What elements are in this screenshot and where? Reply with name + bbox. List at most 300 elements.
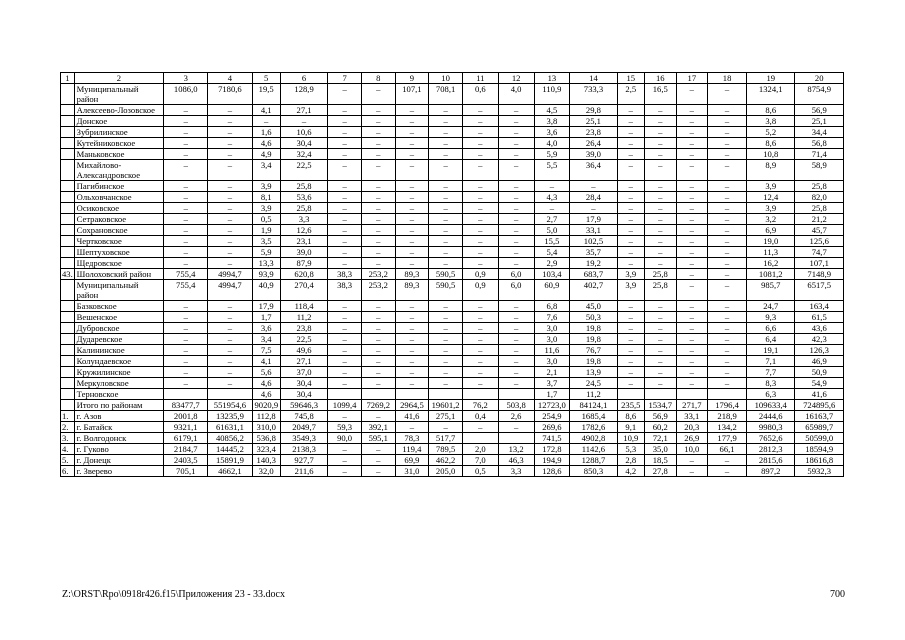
value-cell: – — [395, 422, 429, 433]
value-cell: 3,0 — [534, 323, 570, 334]
value-cell: 1142,6 — [570, 444, 617, 455]
value-cell: 56,9 — [795, 105, 844, 116]
value-cell: – — [498, 192, 534, 203]
value-cell: 3,4 — [252, 160, 280, 181]
value-cell: 3,0 — [534, 334, 570, 345]
row-number-cell — [61, 345, 75, 356]
value-cell: – — [462, 127, 498, 138]
value-cell: – — [395, 105, 429, 116]
row-number-cell — [61, 312, 75, 323]
value-cell: – — [708, 334, 747, 345]
value-cell: – — [708, 214, 747, 225]
value-cell: – — [617, 192, 644, 203]
value-cell: 36,4 — [570, 160, 617, 181]
value-cell: – — [328, 116, 362, 127]
value-cell: 29,8 — [570, 105, 617, 116]
value-cell: 103,4 — [534, 269, 570, 280]
value-cell — [708, 389, 747, 400]
value-cell: 4,1 — [252, 356, 280, 367]
column-number-cell: 20 — [795, 73, 844, 84]
value-cell: 34,4 — [795, 127, 844, 138]
value-cell: – — [462, 138, 498, 149]
value-cell: 8,9 — [747, 160, 795, 181]
value-cell: 745,8 — [280, 411, 327, 422]
value-cell: – — [208, 378, 252, 389]
value-cell: – — [644, 247, 676, 258]
value-cell: – — [676, 84, 708, 105]
value-cell: 33,1 — [570, 225, 617, 236]
value-cell: 2,8 — [617, 455, 644, 466]
value-cell: 5,6 — [252, 367, 280, 378]
value-cell: 253,2 — [361, 269, 395, 280]
value-cell: – — [462, 225, 498, 236]
value-cell: – — [676, 192, 708, 203]
name-cell: Терновское — [74, 389, 163, 400]
row-number-cell — [61, 181, 75, 192]
value-cell: 8,3 — [747, 378, 795, 389]
value-cell: 275,1 — [429, 411, 463, 422]
value-cell: 23,8 — [280, 323, 327, 334]
value-cell: – — [164, 214, 208, 225]
value-cell: – — [676, 323, 708, 334]
value-cell: 9020,9 — [252, 400, 280, 411]
value-cell: 19,0 — [747, 236, 795, 247]
value-cell: – — [617, 345, 644, 356]
value-cell: 271,7 — [676, 400, 708, 411]
value-cell: – — [644, 356, 676, 367]
value-cell: 683,7 — [570, 269, 617, 280]
value-cell: 24,5 — [570, 378, 617, 389]
value-cell: 0,9 — [462, 280, 498, 301]
value-cell: 4,0 — [498, 84, 534, 105]
value-cell: 25,8 — [644, 269, 676, 280]
column-number-cell: 13 — [534, 73, 570, 84]
value-cell: 17,9 — [570, 214, 617, 225]
value-cell: – — [708, 345, 747, 356]
value-cell: – — [361, 301, 395, 312]
value-cell: – — [429, 149, 463, 160]
value-cell: – — [429, 105, 463, 116]
row-number-cell — [61, 225, 75, 236]
value-cell: 119,4 — [395, 444, 429, 455]
value-cell: 253,2 — [361, 280, 395, 301]
value-cell: 16,5 — [644, 84, 676, 105]
table-row — [61, 444, 844, 455]
value-cell: – — [617, 116, 644, 127]
value-cell: – — [361, 345, 395, 356]
table-row — [61, 247, 844, 258]
value-cell: 7180,6 — [208, 84, 252, 105]
value-cell: – — [328, 214, 362, 225]
column-number-cell: 2 — [74, 73, 163, 84]
value-cell: – — [617, 236, 644, 247]
value-cell: – — [644, 160, 676, 181]
value-cell: – — [676, 116, 708, 127]
value-cell: – — [208, 138, 252, 149]
value-cell: – — [395, 367, 429, 378]
value-cell: 1288,7 — [570, 455, 617, 466]
value-cell: – — [164, 345, 208, 356]
value-cell: – — [361, 116, 395, 127]
value-cell: 1782,6 — [570, 422, 617, 433]
table-row — [61, 105, 844, 116]
value-cell: – — [328, 192, 362, 203]
table-row — [61, 400, 844, 411]
value-cell: – — [570, 203, 617, 214]
value-cell: 3,8 — [534, 116, 570, 127]
value-cell: – — [708, 301, 747, 312]
value-cell: 5,0 — [534, 225, 570, 236]
value-cell: – — [361, 334, 395, 345]
value-cell: 25,8 — [280, 181, 327, 192]
name-cell: Базковское — [74, 301, 163, 312]
value-cell: – — [708, 455, 747, 466]
value-cell: 310,0 — [252, 422, 280, 433]
value-cell: – — [462, 192, 498, 203]
value-cell: – — [208, 105, 252, 116]
row-number-cell — [61, 258, 75, 269]
value-cell: 1099,4 — [328, 400, 362, 411]
value-cell: – — [708, 356, 747, 367]
value-cell — [462, 433, 498, 444]
name-cell: Маньковское — [74, 149, 163, 160]
value-cell: 27,8 — [644, 466, 676, 477]
value-cell: 76,7 — [570, 345, 617, 356]
value-cell — [429, 389, 463, 400]
value-cell: – — [328, 127, 362, 138]
name-cell: Осиковское — [74, 203, 163, 214]
row-number-cell — [61, 334, 75, 345]
value-cell: – — [708, 116, 747, 127]
value-cell: – — [429, 247, 463, 258]
table-row — [61, 225, 844, 236]
value-cell: 50,9 — [795, 367, 844, 378]
value-cell: 8,6 — [747, 138, 795, 149]
value-cell: 235,5 — [617, 400, 644, 411]
value-cell: – — [708, 84, 747, 105]
row-number-cell — [61, 84, 75, 105]
value-cell: – — [676, 181, 708, 192]
value-cell: – — [429, 236, 463, 247]
value-cell: – — [708, 323, 747, 334]
value-cell: 10,8 — [747, 149, 795, 160]
value-cell — [498, 389, 534, 400]
header-row — [61, 73, 844, 84]
value-cell: – — [498, 181, 534, 192]
value-cell: 50599,0 — [795, 433, 844, 444]
value-cell: 850,3 — [570, 466, 617, 477]
column-number-cell: 12 — [498, 73, 534, 84]
value-cell: 551954,6 — [208, 400, 252, 411]
value-cell: – — [395, 181, 429, 192]
value-cell: 107,1 — [795, 258, 844, 269]
value-cell: 71,4 — [795, 149, 844, 160]
value-cell: – — [164, 105, 208, 116]
value-cell: 3,9 — [617, 280, 644, 301]
value-cell: – — [462, 149, 498, 160]
value-cell: – — [328, 84, 362, 105]
value-cell: – — [617, 149, 644, 160]
value-cell: – — [644, 105, 676, 116]
value-cell: – — [395, 334, 429, 345]
value-cell: – — [708, 269, 747, 280]
value-cell: 11,2 — [570, 389, 617, 400]
column-number-cell: 18 — [708, 73, 747, 84]
value-cell: 109633,4 — [747, 400, 795, 411]
value-cell: 38,3 — [328, 269, 362, 280]
value-cell: 4,0 — [534, 138, 570, 149]
value-cell: 4,6 — [252, 378, 280, 389]
value-cell: 38,3 — [328, 280, 362, 301]
value-cell: – — [361, 356, 395, 367]
column-number-cell: 8 — [361, 73, 395, 84]
row-number-cell — [61, 105, 75, 116]
value-cell: 4994,7 — [208, 280, 252, 301]
value-cell: 40856,2 — [208, 433, 252, 444]
column-number-cell: 3 — [164, 73, 208, 84]
value-cell: 789,5 — [429, 444, 463, 455]
value-cell: – — [429, 301, 463, 312]
name-cell: Калининское — [74, 345, 163, 356]
value-cell: – — [164, 236, 208, 247]
table-row — [61, 192, 844, 203]
name-cell: Колундаевское — [74, 356, 163, 367]
value-cell: – — [395, 258, 429, 269]
value-cell: – — [361, 149, 395, 160]
table-row — [61, 181, 844, 192]
value-cell: – — [328, 455, 362, 466]
value-cell: 16,2 — [747, 258, 795, 269]
value-cell: 23,8 — [570, 127, 617, 138]
table-row — [61, 116, 844, 127]
value-cell: – — [208, 247, 252, 258]
value-cell — [462, 389, 498, 400]
value-cell: 0,9 — [462, 269, 498, 280]
value-cell: 20,3 — [676, 422, 708, 433]
value-cell: – — [676, 312, 708, 323]
value-cell: 9980,3 — [747, 422, 795, 433]
value-cell: – — [617, 247, 644, 258]
table-row — [61, 334, 844, 345]
value-cell — [164, 389, 208, 400]
value-cell: 13,2 — [498, 444, 534, 455]
value-cell: – — [395, 312, 429, 323]
name-cell: Чертковское — [74, 236, 163, 247]
table-row — [61, 160, 844, 181]
value-cell: 733,3 — [570, 84, 617, 105]
value-cell: – — [644, 323, 676, 334]
value-cell: 5,3 — [617, 444, 644, 455]
value-cell: 93,9 — [252, 269, 280, 280]
name-cell: Муниципальный район — [74, 84, 163, 105]
table-row — [61, 312, 844, 323]
value-cell: – — [252, 116, 280, 127]
row-number-cell — [61, 203, 75, 214]
value-cell: – — [429, 258, 463, 269]
table-row — [61, 258, 844, 269]
value-cell: 1324,1 — [747, 84, 795, 105]
value-cell: – — [498, 116, 534, 127]
value-cell: – — [676, 334, 708, 345]
value-cell: 6179,1 — [164, 433, 208, 444]
value-cell: 705,1 — [164, 466, 208, 477]
value-cell: – — [462, 214, 498, 225]
value-cell: – — [429, 225, 463, 236]
value-cell: – — [328, 334, 362, 345]
table-row — [61, 127, 844, 138]
value-cell: 31,0 — [395, 466, 429, 477]
value-cell: – — [328, 236, 362, 247]
value-cell: – — [164, 138, 208, 149]
value-cell: – — [328, 181, 362, 192]
value-cell: 90,0 — [328, 433, 362, 444]
value-cell: 19,8 — [570, 356, 617, 367]
value-cell: 8,6 — [747, 105, 795, 116]
value-cell: – — [328, 444, 362, 455]
table-row — [61, 378, 844, 389]
value-cell: – — [708, 203, 747, 214]
value-cell: – — [498, 323, 534, 334]
value-cell: – — [617, 323, 644, 334]
value-cell: – — [676, 138, 708, 149]
value-cell: 22,5 — [280, 160, 327, 181]
value-cell: 4662,1 — [208, 466, 252, 477]
value-cell: 12723,0 — [534, 400, 570, 411]
value-cell: – — [462, 247, 498, 258]
value-cell: 128,6 — [534, 466, 570, 477]
value-cell: – — [208, 149, 252, 160]
value-cell: 2,7 — [534, 214, 570, 225]
value-cell: – — [498, 301, 534, 312]
value-cell: 270,4 — [280, 280, 327, 301]
value-cell: 83477,7 — [164, 400, 208, 411]
value-cell: 50,3 — [570, 312, 617, 323]
value-cell: – — [395, 225, 429, 236]
value-cell: 9321,1 — [164, 422, 208, 433]
value-cell: – — [462, 105, 498, 116]
value-cell: – — [328, 411, 362, 422]
value-cell: 19,2 — [570, 258, 617, 269]
name-cell: Алексеево-Лозовское — [74, 105, 163, 116]
value-cell: 30,4 — [280, 389, 327, 400]
data-table — [60, 72, 844, 477]
name-cell: Сохрановское — [74, 225, 163, 236]
value-cell: 0,5 — [462, 466, 498, 477]
value-cell: – — [164, 323, 208, 334]
value-cell: – — [164, 301, 208, 312]
value-cell: 590,5 — [429, 280, 463, 301]
name-cell: Итого по районам — [74, 400, 163, 411]
value-cell: 7148,9 — [795, 269, 844, 280]
value-cell: 1,6 — [252, 127, 280, 138]
value-cell: – — [328, 356, 362, 367]
name-cell: Вешенское — [74, 312, 163, 323]
value-cell: – — [208, 192, 252, 203]
value-cell: 65989,7 — [795, 422, 844, 433]
column-number-cell: 15 — [617, 73, 644, 84]
value-cell: 3,3 — [498, 466, 534, 477]
table-row — [61, 203, 844, 214]
value-cell: 25,1 — [570, 116, 617, 127]
value-cell: 27,1 — [280, 105, 327, 116]
value-cell: – — [208, 236, 252, 247]
row-number-cell — [61, 127, 75, 138]
value-cell — [498, 433, 534, 444]
value-cell: – — [644, 127, 676, 138]
table-row — [61, 236, 844, 247]
column-number-cell: 4 — [208, 73, 252, 84]
value-cell: – — [708, 367, 747, 378]
value-cell: – — [498, 356, 534, 367]
value-cell: – — [617, 312, 644, 323]
row-number-cell — [61, 236, 75, 247]
value-cell: 54,9 — [795, 378, 844, 389]
value-cell: – — [164, 203, 208, 214]
value-cell: 3,4 — [252, 334, 280, 345]
value-cell: – — [395, 356, 429, 367]
value-cell: 218,9 — [708, 411, 747, 422]
value-cell — [361, 389, 395, 400]
value-cell: 323,4 — [252, 444, 280, 455]
value-cell: – — [708, 280, 747, 301]
value-cell — [328, 389, 362, 400]
value-cell: 755,4 — [164, 269, 208, 280]
value-cell: 19,1 — [747, 345, 795, 356]
value-cell: 87,9 — [280, 258, 327, 269]
value-cell: – — [708, 466, 747, 477]
value-cell: – — [498, 203, 534, 214]
value-cell: 3,3 — [280, 214, 327, 225]
value-cell: – — [429, 367, 463, 378]
value-cell: 3,6 — [252, 323, 280, 334]
value-cell: 1,7 — [252, 312, 280, 323]
value-cell: – — [395, 378, 429, 389]
value-cell: 42,3 — [795, 334, 844, 345]
value-cell: – — [361, 192, 395, 203]
value-cell: 4,5 — [534, 105, 570, 116]
value-cell: – — [164, 312, 208, 323]
value-cell: – — [570, 181, 617, 192]
value-cell: – — [429, 378, 463, 389]
value-cell: 5932,3 — [795, 466, 844, 477]
row-number-cell — [61, 389, 75, 400]
value-cell: – — [395, 149, 429, 160]
value-cell: 24,7 — [747, 301, 795, 312]
value-cell: – — [617, 105, 644, 116]
value-cell: – — [208, 345, 252, 356]
value-cell: 25,8 — [280, 203, 327, 214]
value-cell: 3,9 — [617, 269, 644, 280]
value-cell: 7,1 — [747, 356, 795, 367]
value-cell: 25,8 — [795, 203, 844, 214]
value-cell: – — [462, 356, 498, 367]
value-cell: – — [361, 236, 395, 247]
value-cell: – — [164, 149, 208, 160]
value-cell: – — [361, 160, 395, 181]
row-number-cell — [61, 378, 75, 389]
value-cell: – — [644, 192, 676, 203]
value-cell: 69,9 — [395, 455, 429, 466]
value-cell: – — [429, 422, 463, 433]
value-cell: – — [208, 181, 252, 192]
value-cell: – — [534, 203, 570, 214]
value-cell: – — [429, 345, 463, 356]
value-cell: 19,5 — [252, 84, 280, 105]
table-row — [61, 323, 844, 334]
value-cell: – — [498, 138, 534, 149]
value-cell: – — [395, 323, 429, 334]
name-cell: Щедровское — [74, 258, 163, 269]
